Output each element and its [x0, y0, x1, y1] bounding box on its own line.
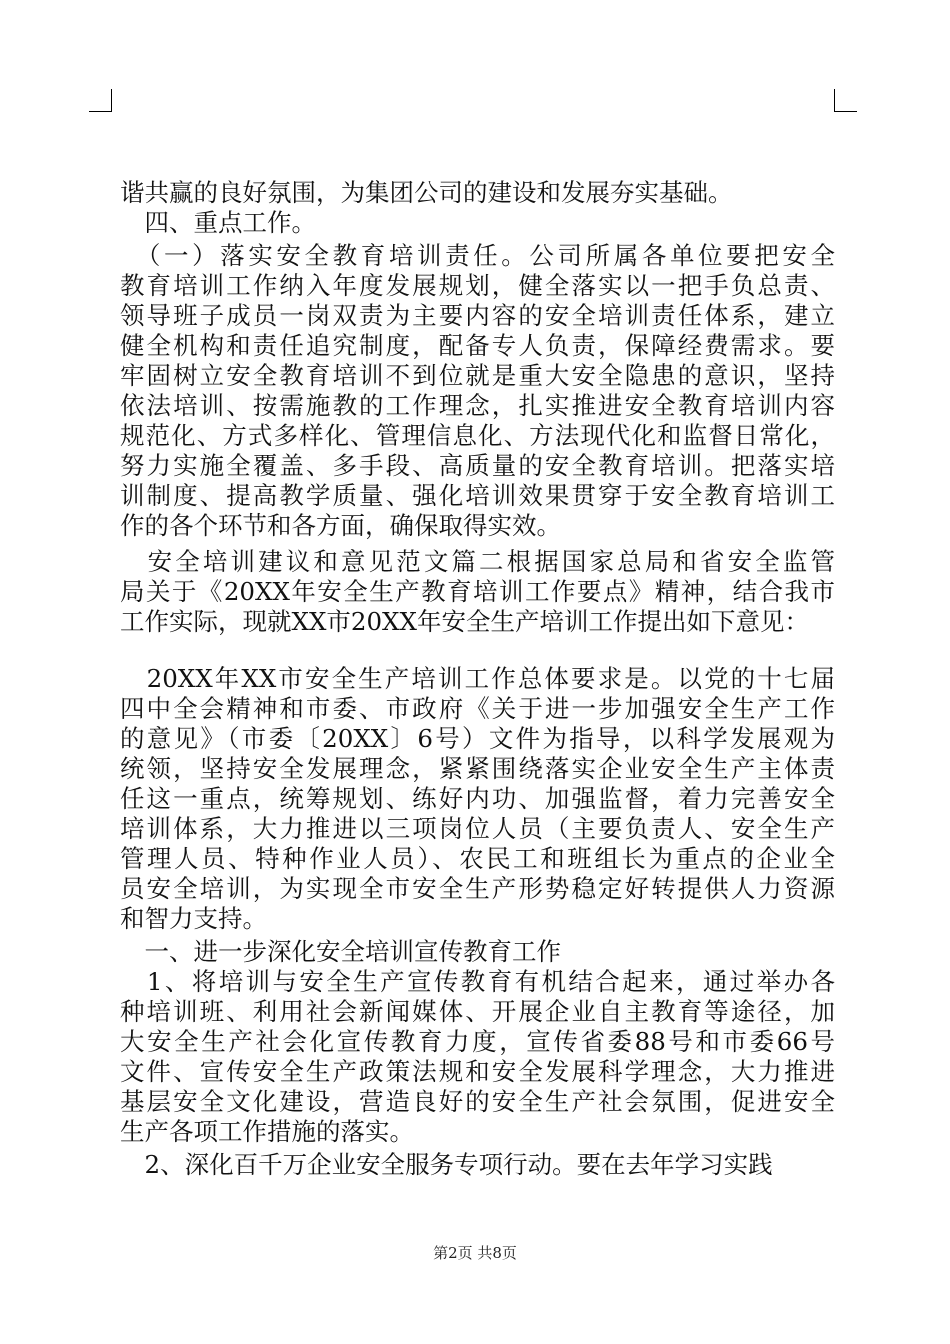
page-footer: 第2页 共8页: [433, 1244, 517, 1262]
text-line: 大安全生产社会化宣传教育力度，宣传省委88号和市委66号: [120, 1027, 835, 1056]
text-line: 生产各项工作措施的落实。: [120, 1117, 414, 1146]
text-line: 作的各个环节和各方面，确保取得实效。: [120, 511, 561, 540]
text-line: 20XX年XX市安全生产培训工作总体要求是。以党的十七届: [120, 664, 835, 693]
text-line: 工作实际，现就XX市20XX年安全生产培训工作提出如下意见：: [120, 607, 809, 636]
text-line: 健全机构和责任追究制度，配备专人负责，保障经费需求。要: [120, 331, 835, 360]
text-line: 依法培训、按需施教的工作理念，扎实推进安全教育培训内容: [120, 391, 835, 420]
text-line: 领导班子成员一岗双责为主要内容的安全培训责任体系，建立: [120, 301, 835, 330]
text-line: 基层安全文化建设，营造良好的安全生产社会氛围，促进安全: [120, 1087, 835, 1116]
crop-mark-top-left: [89, 89, 112, 112]
text-line: 1、将培训与安全生产宣传教育有机结合起来，通过举办各: [120, 967, 835, 996]
text-line: 文件、宣传安全生产政策法规和安全发展科学理念，大力推进: [120, 1057, 835, 1086]
text-line: 教育培训工作纳入年度发展规划，健全落实以一把手负总责、: [120, 271, 835, 300]
text-line: 牢固树立安全教育培训不到位就是重大安全隐患的意识，坚持: [120, 361, 835, 390]
text-line: 训制度、提高教学质量、强化培训效果贯穿于安全教育培训工: [120, 481, 835, 510]
text-line: 统领，坚持安全发展理念，紧紧围绕落实企业安全生产主体责: [120, 754, 835, 783]
text-line: 2、深化百千万企业安全服务专项行动。要在去年学习实践: [120, 1150, 773, 1179]
text-line: （一）落实安全教育培训责任。公司所属各单位要把安全: [120, 241, 835, 270]
text-line: 和智力支持。: [120, 904, 267, 933]
text-line: 谐共赢的良好氛围，为集团公司的建设和发展夯实基础。: [120, 178, 733, 207]
text-line: 一、进一步深化安全培训宣传教育工作: [120, 937, 561, 966]
text-line: 员安全培训，为实现全市安全生产形势稳定好转提供人力资源: [120, 874, 835, 903]
text-line: 规范化、方式多样化、管理信息化、方法现代化和监督日常化，: [120, 421, 835, 450]
text-line: 任这一重点，统筹规划、练好内功、加强监督，着力完善安全: [120, 784, 835, 813]
text-line: 四中全会精神和市委、市政府《关于进一步加强安全生产工作: [120, 694, 835, 723]
text-line: 局关于《20XX年安全生产教育培训工作要点》精神，结合我市: [120, 577, 835, 606]
text-line: 安全培训建议和意见范文篇二根据国家总局和省安全监管: [120, 547, 835, 576]
text-line: 培训体系，大力推进以三项岗位人员（主要负责人、安全生产: [120, 814, 835, 843]
text-line: 种培训班、利用社会新闻媒体、开展企业自主教育等途径，加: [120, 997, 835, 1026]
text-line: 努力实施全覆盖、多手段、高质量的安全教育培训。把落实培: [120, 451, 835, 480]
text-line: 的意见》（市委〔20XX〕6号）文件为指导，以科学发展观为: [120, 724, 835, 753]
text-line: 管理人员、特种作业人员）、农民工和班组长为重点的企业全: [120, 844, 835, 873]
crop-mark-top-right: [834, 89, 857, 112]
text-line: 四、重点工作。: [120, 208, 316, 237]
